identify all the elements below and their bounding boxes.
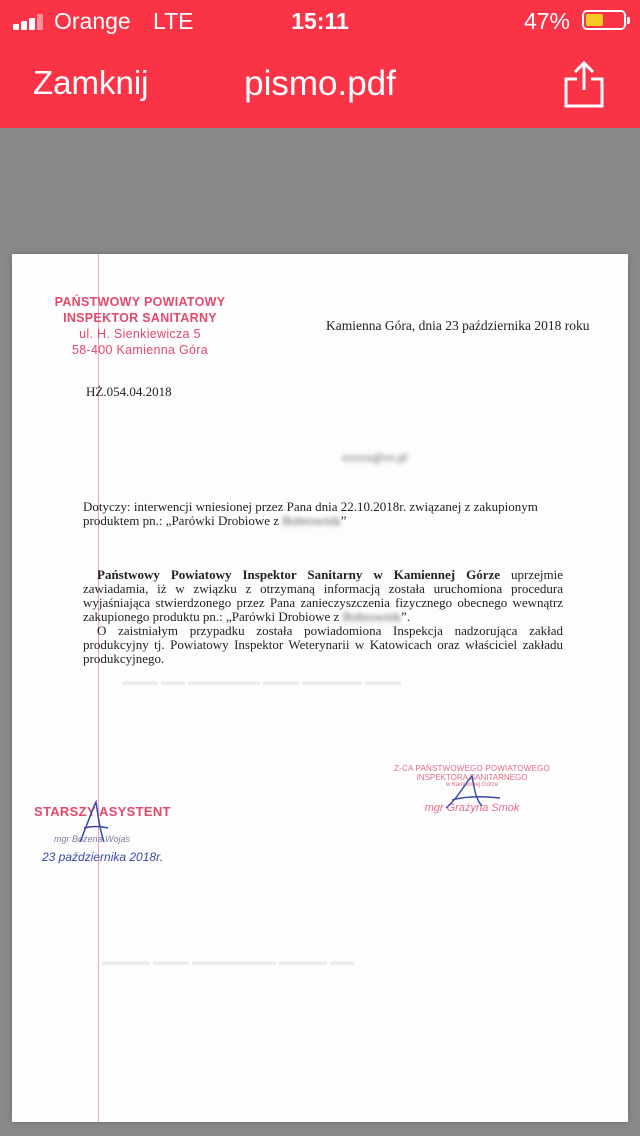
sign-right-line-1: Z-CA PAŃSTWOWEGO POWIATOWEGO bbox=[394, 764, 550, 773]
subject-line-2 bbox=[83, 514, 563, 528]
stamp-line-2: INSPEKTOR SANITARNY bbox=[63, 311, 217, 325]
top-bar bbox=[0, 0, 640, 128]
close-button[interactable]: Zamknij bbox=[33, 64, 149, 101]
reference-number: HŻ.054.04.2018 bbox=[86, 384, 172, 399]
network-type: LTE bbox=[153, 8, 194, 34]
letter-body bbox=[83, 568, 563, 666]
body-paragraph-1-end: ”. bbox=[401, 609, 411, 624]
body-paragraph-1-text: uprzejmie zawiadamia, iż w związku z otrzymaną informacją została uruchomiona procedura wyjaśniająca stwierdzonego przez Pana zanieczyszczenia fizycznego obecnego wewnątrz zakupionego produktu pn.: „Parówki Drobiowe z bbox=[83, 567, 563, 624]
subject-line-1: Dotyczy: interwencji wniesionej przez Pana dnia 22.10.2018r. związanej z zakupionym bbox=[83, 499, 538, 514]
subject bbox=[83, 500, 563, 528]
clock: 15:11 bbox=[291, 8, 349, 34]
pdf-page[interactable] bbox=[12, 254, 628, 1122]
body-paragraph-1 bbox=[83, 568, 563, 624]
office-stamp bbox=[40, 294, 240, 358]
recipient-email-redacted: xxxxx@xx.pl bbox=[342, 450, 408, 464]
stamp-line-1: PAŃSTWOWY POWIATOWY bbox=[54, 295, 226, 309]
signature-left bbox=[34, 804, 234, 864]
signer-name-right: mgr Grażyna Smok bbox=[424, 802, 520, 814]
signer-role: STARSZY ASYSTENT bbox=[34, 804, 171, 819]
stamp-line-3: ul. H. Sienkiewicza 5 bbox=[79, 327, 201, 341]
sign-right-line-2: INSPEKTORA SANITARNEGO bbox=[416, 773, 528, 782]
body-bold-authority: Państwowy Powiatowy Inspektor Sanitarny w Kamiennej Górze bbox=[97, 567, 501, 582]
status-bar bbox=[0, 0, 640, 42]
subject-prefix: produktem pn.: „Parówki Drobiowe z bbox=[83, 513, 283, 528]
body-redacted: Bobrownik bbox=[342, 609, 402, 624]
carrier-name: Orange bbox=[54, 8, 131, 34]
place-and-date: Kamienna Góra, dnia 23 października 2018 roku bbox=[326, 318, 590, 333]
subject-suffix: ” bbox=[340, 513, 347, 528]
stamp-line-4: 58-400 Kamienna Góra bbox=[72, 343, 208, 357]
battery-percent: 47% bbox=[523, 8, 570, 34]
bleed-through-text: ▬▬▬▬ ▬▬▬ ▬▬▬▬▬▬▬ ▬▬▬▬ ▬▬ bbox=[102, 954, 354, 968]
signer-name: mgr Bożena Wojas bbox=[54, 834, 131, 844]
document-title: pismo.pdf bbox=[244, 64, 396, 103]
body-paragraph-2: O zaistniałym przypadku została powiadomiona Inspekcja nadzorująca zakład produkcyjny tj. Powiatowy Inspektor Weterynarii w Katowicach oraz właściciel zakładu produkcyjnego. bbox=[83, 623, 563, 666]
subject-redacted: Bobrownik bbox=[282, 513, 341, 528]
sign-right-line-3: w Kamiennej Górze bbox=[445, 782, 499, 788]
battery-icon bbox=[582, 10, 626, 30]
signature-right bbox=[392, 764, 552, 814]
handwritten-date: 23 października 2018r. bbox=[42, 850, 163, 864]
share-icon[interactable] bbox=[563, 60, 605, 108]
bleed-through-text: ▬▬▬ ▬▬ ▬▬▬▬▬▬ ▬▬▬ ▬▬▬▬▬ ▬▬▬ bbox=[122, 674, 401, 688]
handwritten-signature-icon bbox=[436, 772, 506, 812]
